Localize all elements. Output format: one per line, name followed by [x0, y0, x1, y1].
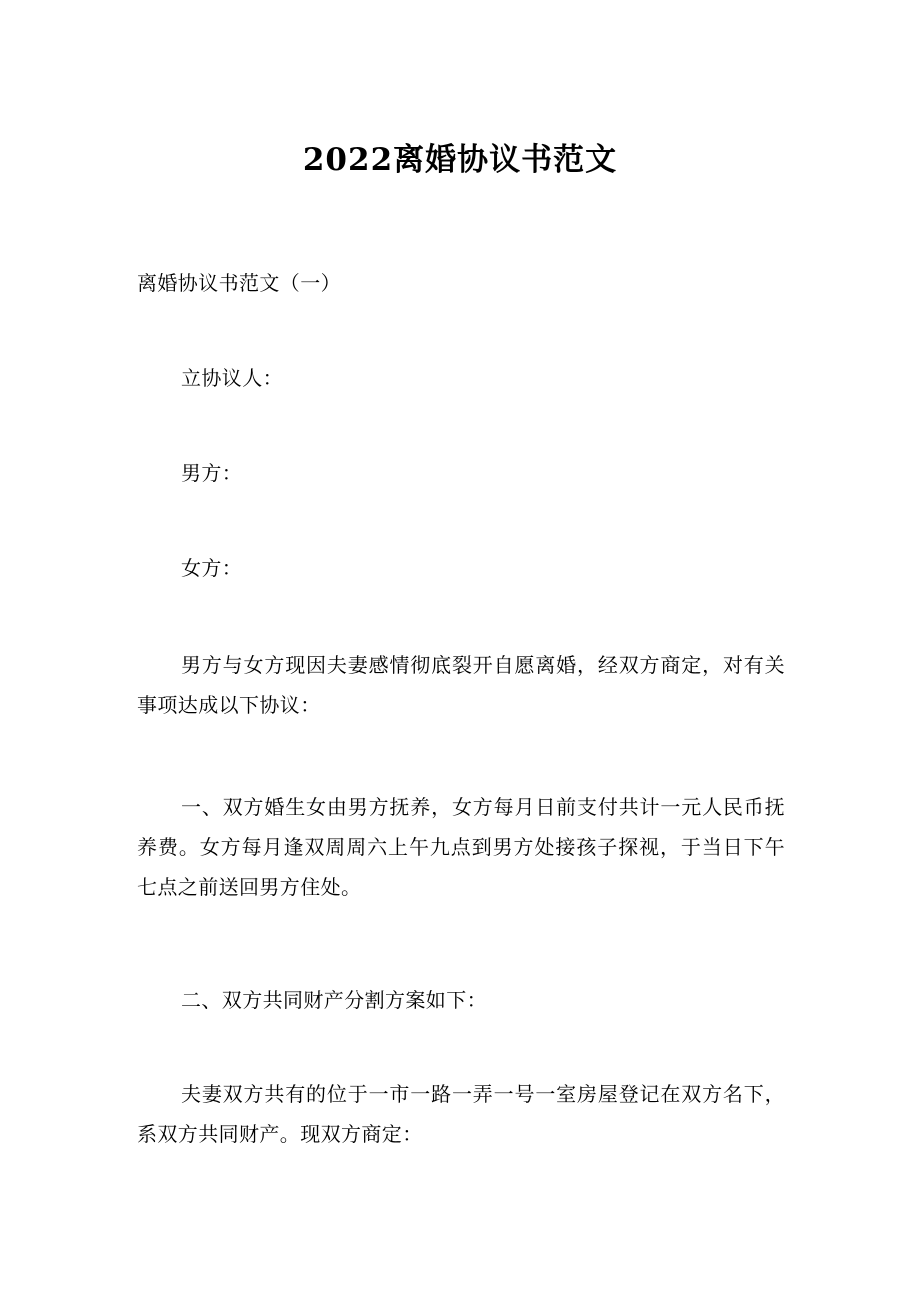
clause-1-paragraph: 一、双方婚生女由男方抚养，女方每月日前支付共计一元人民币抚养费。女方每月逢双周周六上午九点到男方处接孩子探视，于当日下午七点之前送回男方住处。 [137, 795, 785, 899]
document-title: 2022离婚协议书范文 [302, 142, 618, 178]
female-party-label: 女方： [181, 556, 243, 580]
section-heading: 离婚协议书范文（一） [137, 271, 341, 295]
intro-paragraph: 男方与女方现因夫妻感情彻底裂开自愿离婚，经双方商定，对有关事项达成以下协议： [137, 653, 785, 717]
parties-label: 立协议人： [181, 366, 283, 390]
male-party-label: 男方： [181, 461, 243, 485]
clause-2-paragraph: 二、双方共同财产分割方案如下： [181, 988, 487, 1012]
property-paragraph: 夫妻双方共有的位于一市一路一弄一号一室房屋登记在双方名下，系双方共同财产。现双方商定： [137, 1082, 785, 1146]
